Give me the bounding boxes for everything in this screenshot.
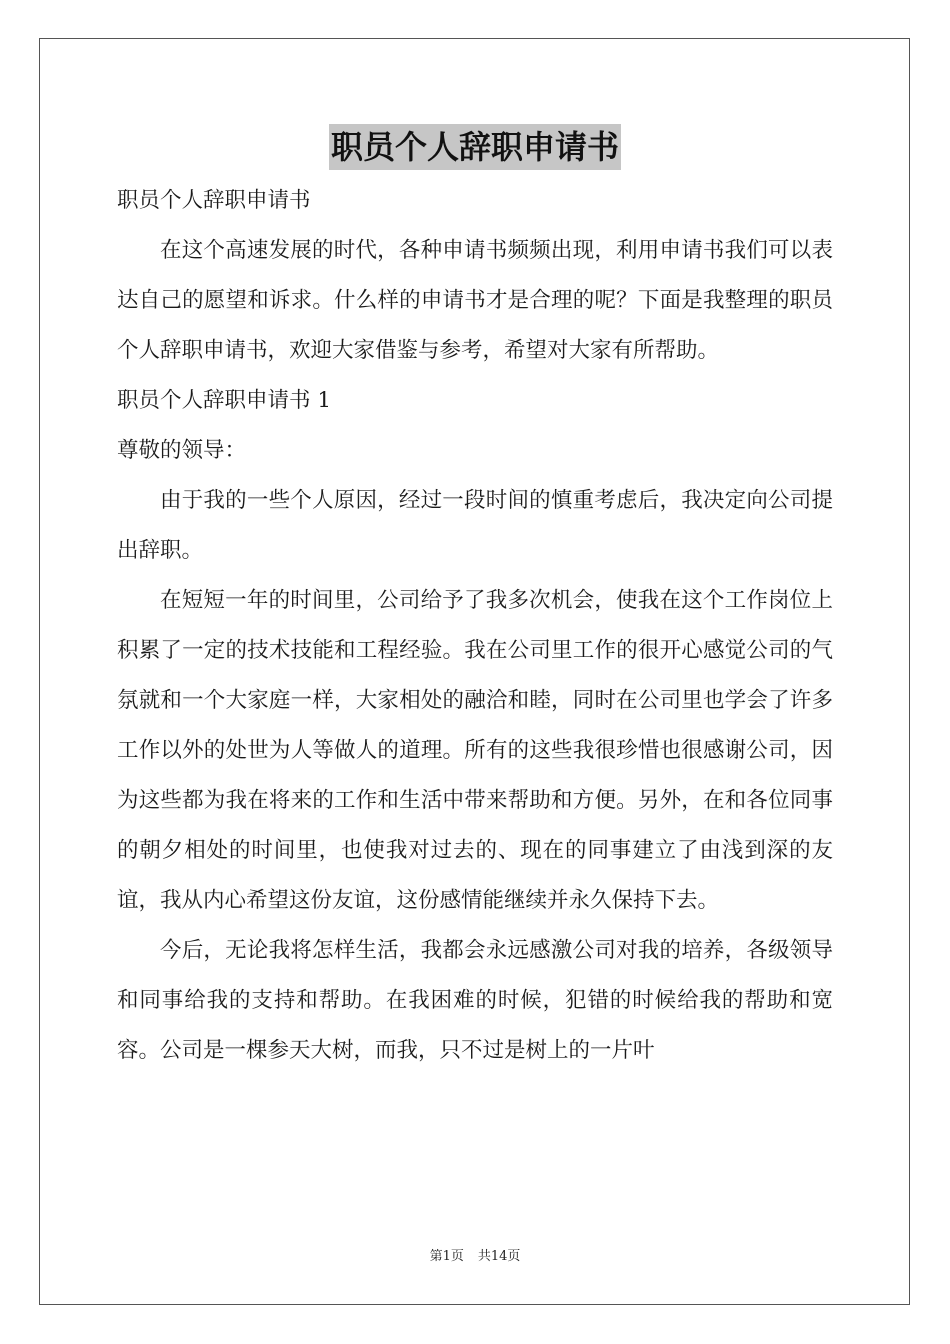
- paragraph-salutation: 尊敬的领导：: [117, 438, 247, 463]
- document-title: 职员个人辞职申请书: [329, 124, 621, 170]
- page-total: 共14页: [477, 1249, 521, 1264]
- title-container: [0, 124, 950, 170]
- paragraph-section-heading: 职员个人辞职申请书 1: [117, 388, 332, 413]
- paragraph-body: 今后，无论我将怎样生活，我都会永远感激公司对我的培养，各级领导和同事给我的支持和帮助。在我困难的时候，犯错的时候给我的帮助和宽容。公司是一棵参天大树，而我，只不过是树上的一片叶: [117, 938, 833, 1063]
- paragraph-intro: 在这个高速发展的时代，各种申请书频频出现，利用申请书我们可以表达自己的愿望和诉求。什么样的申请书才是合理的呢？下面是我整理的职员个人辞职申请书，欢迎大家借鉴与参考，希望对大家有所帮助。: [117, 238, 833, 363]
- paragraph-subtitle: 职员个人辞职申请书: [117, 188, 311, 213]
- paragraph-body: 在短短一年的时间里，公司给予了我多次机会，使我在这个工作岗位上积累了一定的技术技能和工程经验。我在公司里工作的很开心感觉公司的气氛就和一个大家庭一样，大家相处的融洽和睦，同时在公司里也学会了许多工作以外的处世为人等做人的道理。所有的这些我很珍惜也很感谢公司，因为这些都为我在将来的工作和生活中带来帮助和方便。另外，在和各位同事的朝夕相处的时间里，也使我对过去的、现在的同事建立了由浅到深的友谊，我从内心希望这份友谊，这份感情能继续并永久保持下去。: [117, 588, 833, 913]
- document-body: [117, 176, 833, 1076]
- page-footer: [0, 1248, 950, 1266]
- page-number: 第1页: [429, 1249, 464, 1264]
- paragraph-body: 由于我的一些个人原因，经过一段时间的慎重考虑后，我决定向公司提出辞职。: [117, 488, 833, 563]
